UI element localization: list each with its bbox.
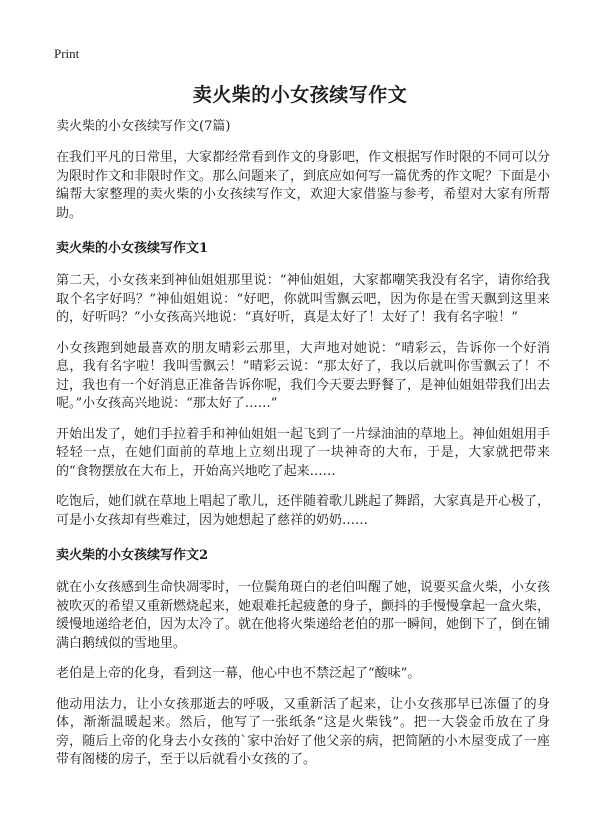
page-title: 卖火柴的小女孩续写作文 <box>192 84 408 106</box>
print-link[interactable]: Print <box>54 46 80 61</box>
section-paragraph: 吃饱后，她们就在草地上唱起了歌儿，还伴随着歌儿跳起了舞蹈，大家真是开心极了，可是小女孩却有些难过，因为她想起了慈祥的奶奶…… <box>56 494 551 528</box>
section-paragraph: 他动用法力，让小女孩那逝去的呼吸，又重新活了起来，让小女孩那早已冻僵了的身体，渐渐温暖起来。然后，他写了一张纸条“这是火柴钱”。把一大袋金币放在了身旁，随后上帝的化身去小女孩的`家中治好了他父亲的病，把简陋的小木屋变成了一座带有阁楼的房子，至于以后就看小女孩的了。 <box>56 696 550 767</box>
article-subtitle: 卖火柴的小女孩续写作文(7篇) <box>56 119 231 134</box>
section-paragraph: 第二天，小女孩来到神仙姐姐那里说：“神仙姐姐，大家都嘲笑我没有名字，请你给我取个名字好吗？”神仙姐姐说：“好吧，你就叫雪飘云吧，因为你是在雪天飘到这里来的，好听吗？”小女孩高兴地说：“真好听，真是太好了！太好了！我有名字啦！” <box>56 273 550 325</box>
section-heading: 卖火柴的小女孩续写作文2 <box>56 548 209 563</box>
section-paragraph: 老伯是上帝的化身，看到这一幕，他心中也不禁泛起了“酸味”。 <box>56 666 421 681</box>
article-body <box>56 118 550 782</box>
section-paragraph: 开始出发了，她们手拉着手和神仙姐姐一起飞到了一片绿油油的草地上。神仙姐姐用手轻轻一点，在她们面前的草地上立刻出现了一块神奇的大布，于是，大家就把带来的“食物摆放在大布上，开始高兴地吃了起来…… <box>56 426 551 479</box>
section-heading: 卖火柴的小女孩续写作文1 <box>56 241 209 256</box>
section-paragraph: 小女孩跑到她最喜欢的朋友晴彩云那里，大声地对她说：“晴彩云，告诉你一个好消息，我有名字啦！我叫雪飘云！”晴彩云说：“那太好了，我以后就叫你雪飘云了！不过，我也有一个好消息正准备告诉你呢，我们今天要去野餐了，是神仙姐姐带我们出去呢。”小女孩高兴地说：“那太好了……” <box>56 340 551 411</box>
intro-paragraph: 在我们平凡的日常里，大家都经常看到作文的身影吧，作文根据写作时限的不同可以分为限时作文和非限时作文。那么问题来了，到底应如何写一篇优秀的作文呢？下面是小编帮大家整理的卖火柴的小女孩续写作文，欢迎大家借鉴与参考，希望对大家有所帮助。 <box>56 150 551 221</box>
section-paragraph: 就在小女孩感到生命快凋零时，一位鬓角斑白的老伯叫醒了她，说要买盒火柴，小女孩被吹灭的希望又重新燃烧起来，她艰难托起疲惫的身子，颤抖的手慢慢拿起一盒火柴，缓慢地递给老伯，因为太冷了。就在他将火柴递给老伯的那一瞬间，她倒下了，倒在铺满白鹅绒似的雪地里。 <box>56 580 551 651</box>
